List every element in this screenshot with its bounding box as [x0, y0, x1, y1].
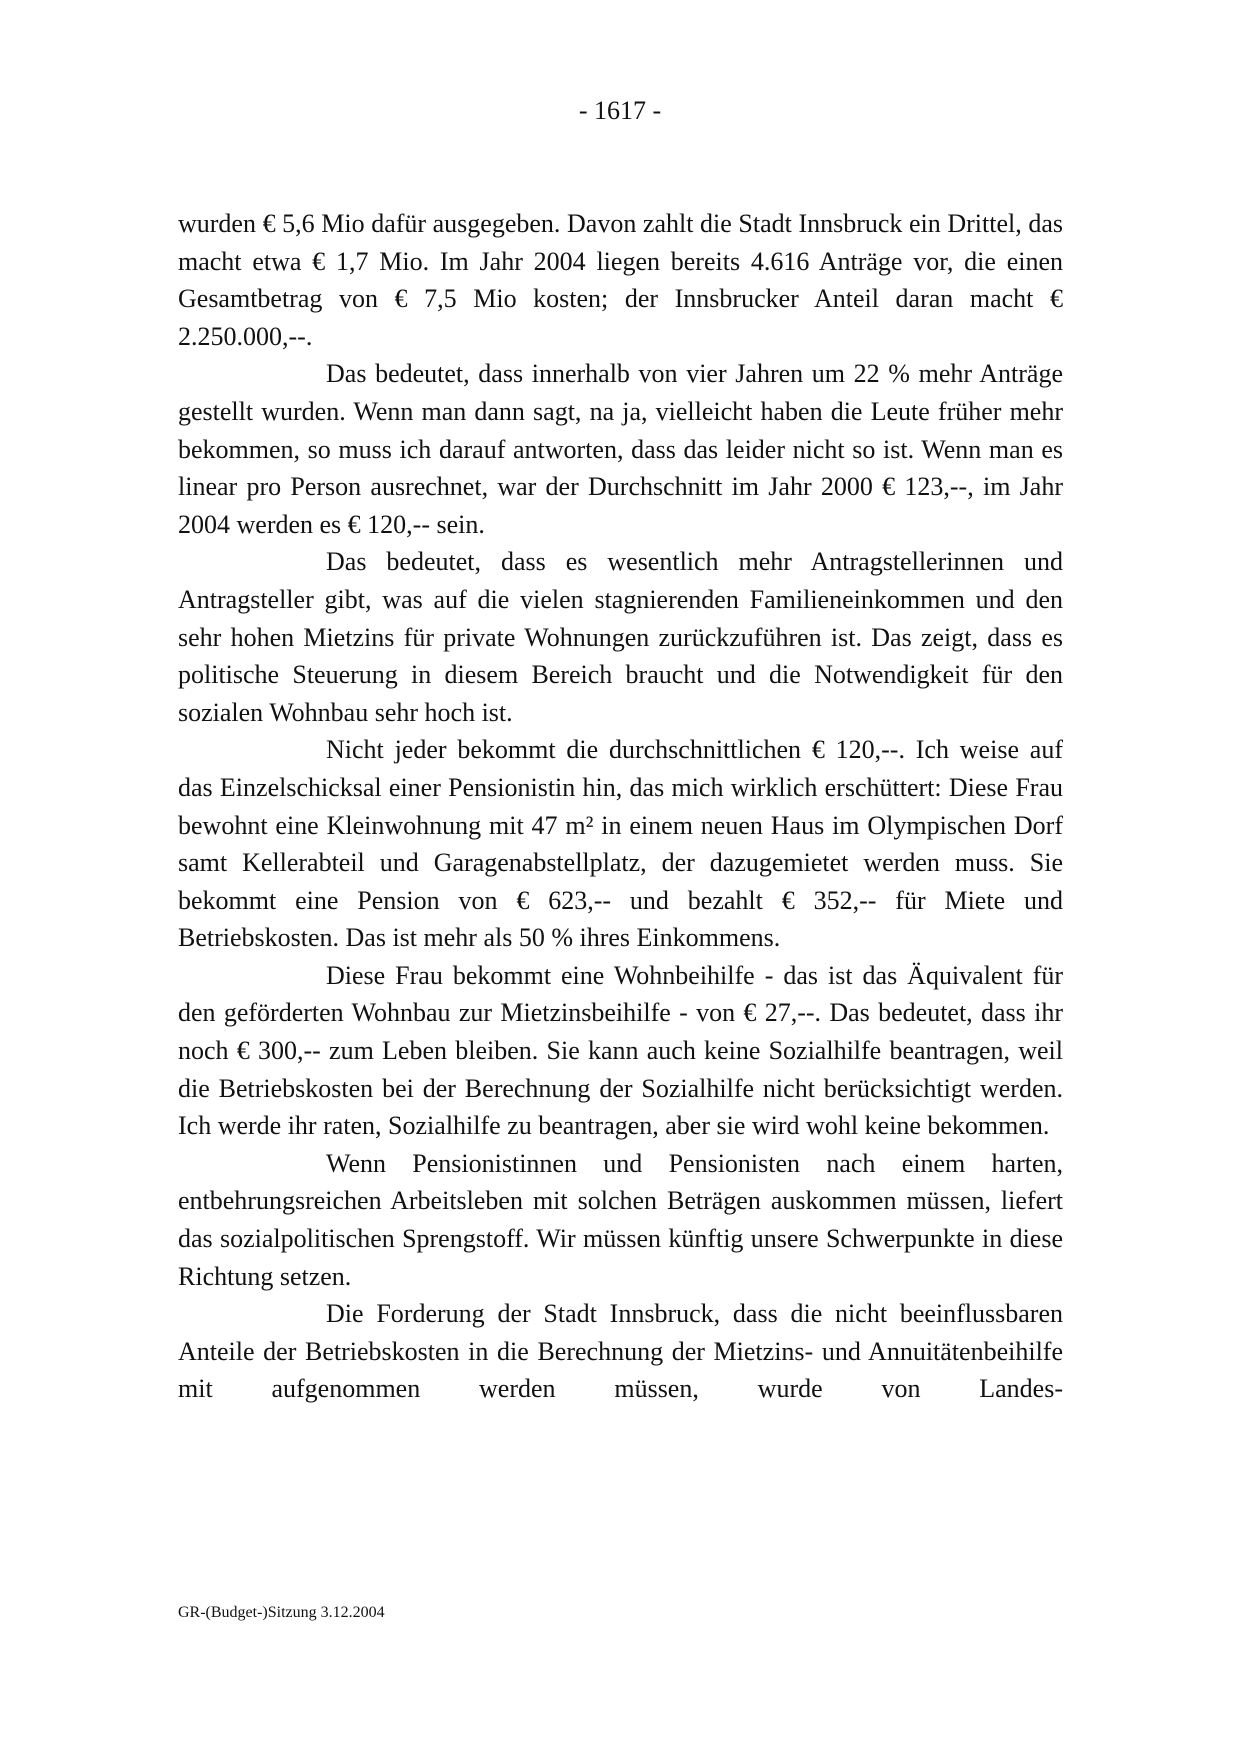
paragraph-3: Das bedeutet, dass es wesentlich mehr Antragstellerinnen und Antragsteller gibt, was auf die vielen stagnierenden Familieneinkommen und den sehr hohen Mietzins für private Wohnungen zurückzuführen ist. Das zeigt, dass es politische Steuerung in diesem Bereich braucht und die Notwendigkeit für den sozialen Wohnbau sehr hoch ist. — [178, 547, 1063, 727]
paragraph-6: Wenn Pensionistinnen und Pensionisten nach einem harten, entbehrungsreichen Arbeitsleben mit solchen Beträgen auskommen müssen, liefert das sozialpolitischen Sprengstoff. Wir müssen künftig unsere Schwerpunkte in diese Richtung setzen. — [178, 1148, 1063, 1291]
page-number: - 1617 - — [578, 96, 662, 125]
paragraph-5: Diese Frau bekommt eine Wohnbeihilfe - das ist das Äquivalent für den geförderten Wohnbau zur Mietzinsbeihilfe - von € 27,--. Das bedeutet, dass ihr noch € 300,-- zum Leben bleiben. Sie kann auch keine Sozialhilfe beantragen, weil die Betriebskosten bei der Berechnung der Sozialhilfe nicht berücksichtigt werden. Ich werde ihr raten, Sozialhilfe zu beantragen, aber sie wird wohl keine bekommen. — [178, 960, 1063, 1141]
paragraph-4: Nicht jeder bekommt die durchschnittlichen € 120,--. Ich weise auf das Einzelschicksal einer Pensionistin hin, das mich wirklich erschüttert: Diese Frau bewohnt eine Kleinwohnung mit 47 m² in einem neuen Haus im Olympischen Dorf samt Kellerabteil und Garagenabstellplatz, der dazugemietet werden muss. Sie bekommt eine Pension von € 623,-- und bezahlt € 352,-- für Miete und Betriebskosten. Das ist mehr als 50 % ihres Einkommens. — [178, 735, 1063, 953]
paragraph-1: wurden € 5,6 Mio dafür ausgegeben. Davon zahlt die Stadt Innsbruck ein Drittel, das macht etwa € 1,7 Mio. Im Jahr 2004 liegen bereits 4.616 Anträge vor, die einen Gesamtbetrag von € 7,5 Mio kosten; der Innsbrucker Anteil daran macht € 2.250.000,--. — [178, 209, 1063, 351]
footer-session-label: GR-(Budget-)Sitzung 3.12.2004 — [178, 1604, 385, 1621]
paragraph-7: Die Forderung der Stadt Innsbruck, dass die nicht beeinflussbaren Anteile der Betriebskosten in die Berechnung der Mietzins- und Annuitätenbeihilfe mit aufgenommen werden müssen, wurde von Landes- — [178, 1299, 1063, 1404]
body-text — [178, 205, 1063, 1408]
paragraph-2: Das bedeutet, dass innerhalb von vier Jahren um 22 % mehr Anträge gestellt wurden. Wenn man dann sagt, na ja, vielleicht haben die Leute früher mehr bekommen, so muss ich darauf antworten, dass das leider nicht so ist. Wenn man es linear pro Person ausrechnet, war der Durchschnitt im Jahr 2000 € 123,--, im Jahr 2004 werden es € 120,-- sein. — [178, 359, 1063, 539]
